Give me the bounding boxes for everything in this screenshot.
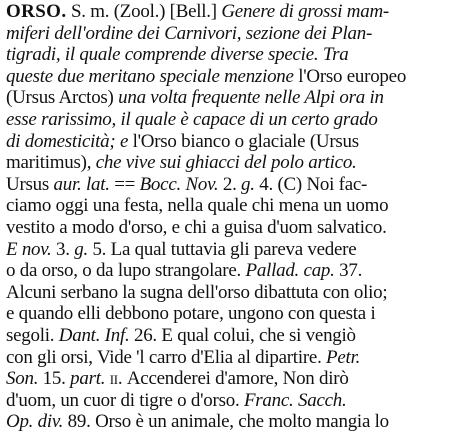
entry-text-segment: 89. Orso è un animale, che molto mangia lo [67, 411, 389, 433]
entry-text-segment: 37. [339, 260, 363, 282]
entry-line [6, 131, 466, 153]
entry-text-segment: 3. [56, 238, 75, 260]
dictionary-page [0, 1, 471, 431]
entry-text-segment: Bocc. Nov. [139, 173, 223, 195]
entry-text-segment: d'uom, un cuor di tigre o d'orso. [6, 389, 244, 411]
entry-text-segment: 26. E qual colui, che si vengiò [133, 324, 356, 346]
entry-text-segment: 4. (C) Noi fac- [259, 173, 368, 195]
entry-text-segment: maritimus), [6, 152, 96, 174]
entry-text-segment: tigradi, il quale comprende diverse specie. Tra [6, 44, 349, 66]
entry-text-segment: aur. lat. [53, 173, 115, 195]
entry-text-segment: Petr. [326, 346, 361, 368]
entry-text-segment: Ursus [6, 173, 54, 195]
entry-line [6, 23, 466, 45]
entry-text-segment: g. [241, 173, 260, 195]
entry-line [6, 1, 466, 23]
entry-text-segment: miferi dell'ordine dei Carnivori, sezione dei Plan- [6, 22, 373, 44]
entry-line [6, 325, 466, 347]
entry-text-segment: Dant. Inf. [58, 324, 134, 346]
entry-line [6, 260, 466, 282]
entry-line [6, 109, 466, 131]
entry-line [6, 390, 466, 412]
entry-line [6, 368, 466, 390]
entry-text-segment: l'Orso europeo [298, 65, 407, 87]
entry-text-segment: con gli orsi, Vide 'l carro d'Elia al dipartire. [6, 346, 327, 368]
entry-line [6, 239, 466, 261]
entry-text-segment: Alcuni serbano la sugna dell'orso dibattuta con olio; [6, 281, 388, 303]
entry-text-segment: Accenderei d'amore, Non dirò [126, 368, 349, 390]
entry-text-segment: Genere di grossi mam- [221, 1, 389, 22]
entry-text-segment: e quando elli debbono potare, ungono con questa i [6, 303, 376, 325]
entry-text-segment: E nov. [6, 238, 57, 260]
entry-text-segment: segoli. [6, 324, 59, 346]
entry-text-segment: vestito a modo d'orso, e chi a guisa d'uom salvatico. [6, 216, 387, 238]
entry-text-segment: ii. [109, 368, 127, 390]
entry-text-segment: esse rarissimo, il quale è capace di un certo grado [6, 108, 378, 130]
entry-line [6, 44, 466, 66]
entry-text-segment: o da orso, o da lupo strangolare. [6, 260, 246, 282]
entry-text-segment: (Ursus Arctos) [6, 87, 119, 109]
dictionary-entry-orso [6, 1, 467, 433]
entry-line [6, 66, 466, 88]
entry-line [6, 217, 466, 239]
entry-text [6, 1, 467, 433]
entry-text-segment: di domesticità; e [6, 130, 133, 152]
entry-headword: ORSO. [6, 1, 67, 22]
entry-line [6, 174, 466, 196]
entry-line [6, 152, 466, 174]
entry-text-segment: Pallad. cap. [245, 260, 340, 282]
entry-text-segment: Op. div. [6, 411, 68, 433]
entry-text-segment: S. m. (Zool.) [Bell.] [66, 1, 222, 22]
entry-line [6, 87, 466, 109]
entry-text-segment: 5. La qual tuttavia gli pareva vedere [92, 238, 357, 260]
entry-text-segment: == [114, 173, 140, 195]
entry-line [6, 195, 466, 217]
entry-text-segment: part. [70, 368, 110, 390]
entry-line [6, 347, 466, 369]
entry-text-segment: una volta frequente nelle Alpi ora in [118, 87, 384, 109]
entry-text-segment: l'Orso bianco o glaciale (Ursus [132, 130, 359, 152]
entry-text-segment: Son. [6, 368, 43, 390]
entry-text-segment: ciamo oggi una festa, nella quale chi mena un uomo [6, 195, 389, 217]
entry-text-segment: che vive sui ghiacci del polo artico. [95, 152, 357, 174]
entry-text-segment: queste due meritano speciale menzione [6, 65, 299, 87]
entry-text-segment: g. [74, 238, 93, 260]
entry-line [6, 282, 466, 304]
entry-line [6, 303, 466, 325]
entry-text-segment: 15. [42, 368, 71, 390]
entry-text-segment: Franc. Sacch. [243, 389, 347, 411]
entry-text-segment: 2. [222, 173, 242, 195]
